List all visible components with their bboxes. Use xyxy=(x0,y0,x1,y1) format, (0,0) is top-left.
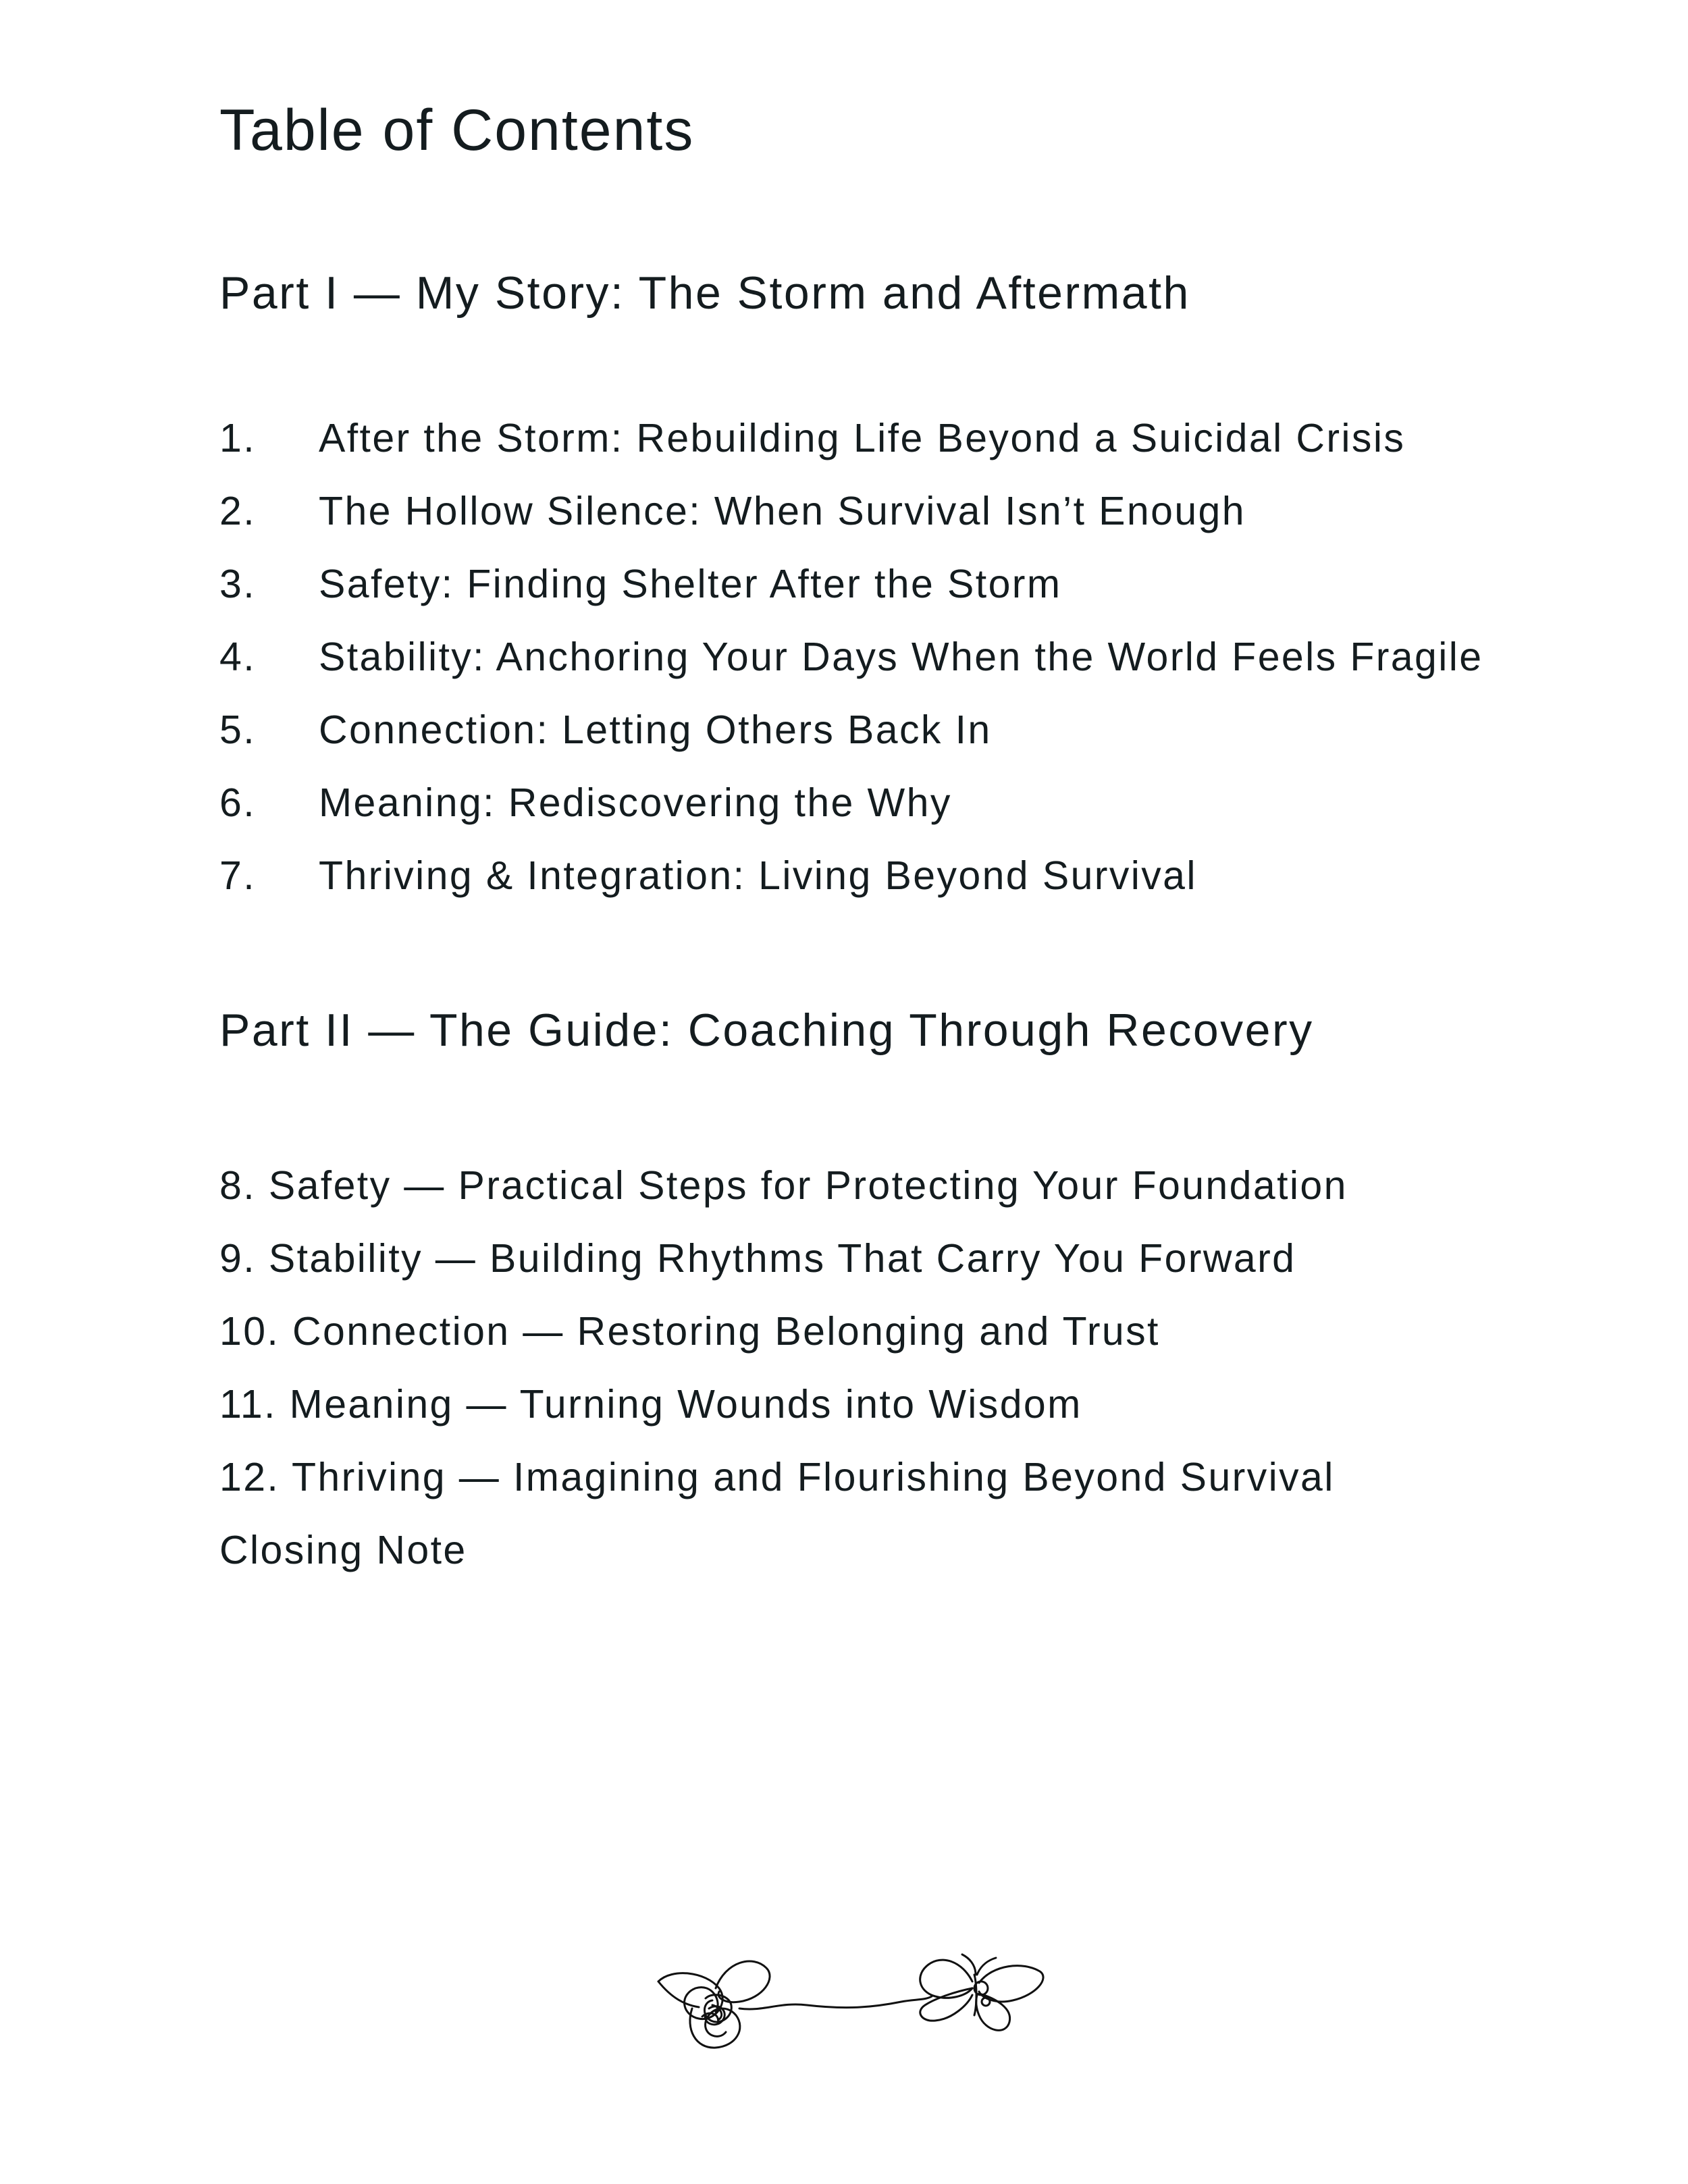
toc-entry xyxy=(219,637,1483,710)
part-2-heading: Part II — The Guide: Coaching Through Recovery xyxy=(219,1005,1314,1056)
toc-entry-title: Safety: Finding Shelter After the Storm xyxy=(319,562,1062,606)
toc-entry xyxy=(219,1236,1348,1312)
toc-entry-title: Meaning: Rediscovering the Why xyxy=(319,780,952,825)
toc-entry xyxy=(219,780,1483,856)
toc-entry xyxy=(219,1163,1348,1239)
part-1-heading: Part I — My Story: The Storm and Aftermath xyxy=(219,267,1190,319)
toc-entry-number: 9. xyxy=(219,1236,257,1281)
toc-entry xyxy=(219,564,1483,637)
toc-entry-title: Closing Note xyxy=(219,1528,467,1572)
toc-entry-number: 5. xyxy=(219,708,257,752)
closing-note-entry xyxy=(219,1530,1348,1603)
part-2-chapter-list xyxy=(219,1163,1348,1603)
toc-entry xyxy=(219,710,1483,783)
toc-entry-title: Connection — Restoring Belonging and Trust xyxy=(292,1309,1160,1354)
toc-entry-title: Safety — Practical Steps for Protecting Your Foundation xyxy=(268,1163,1348,1208)
toc-entry-number: 11. xyxy=(219,1382,277,1427)
toc-entry-number: 10. xyxy=(219,1309,280,1354)
toc-entry-number: 1. xyxy=(219,416,257,460)
toc-entry xyxy=(219,1382,1348,1458)
toc-entry-title: Stability: Anchoring Your Days When the World Feels Fragile xyxy=(319,635,1483,679)
part-1-chapter-list xyxy=(219,416,1483,929)
toc-entry-title: The Hollow Silence: When Survival Isn’t Enough xyxy=(319,489,1246,533)
toc-entry-number: 3. xyxy=(219,562,257,606)
toc-entry-title: Thriving & Integration: Living Beyond Survival xyxy=(319,853,1197,898)
toc-entry-number: 12. xyxy=(219,1455,280,1499)
toc-entry-title: Thriving — Imagining and Flourishing Beyond Survival xyxy=(291,1455,1335,1499)
toc-entry-title: After the Storm: Rebuilding Life Beyond a Suicidal Crisis xyxy=(319,416,1406,460)
toc-entry-number: 4. xyxy=(219,635,257,679)
toc-entry-number: 2. xyxy=(219,489,257,533)
toc-entry xyxy=(219,1309,1348,1385)
toc-entry xyxy=(219,1455,1348,1530)
toc-entry-number: 8. xyxy=(219,1163,257,1208)
page-title: Table of Contents xyxy=(219,98,695,163)
toc-entry-title: Stability — Building Rhythms That Carry You Forward xyxy=(268,1236,1296,1281)
toc-entry xyxy=(219,491,1483,564)
toc-entry-number: 6. xyxy=(219,780,257,825)
butterfly-line-art-icon xyxy=(645,1934,1050,2069)
toc-entry-number: 7. xyxy=(219,853,257,898)
toc-entry-title: Meaning — Turning Wounds into Wisdom xyxy=(289,1382,1082,1427)
toc-entry xyxy=(219,853,1483,929)
toc-entry-title: Connection: Letting Others Back In xyxy=(319,708,992,752)
toc-entry xyxy=(219,416,1483,491)
